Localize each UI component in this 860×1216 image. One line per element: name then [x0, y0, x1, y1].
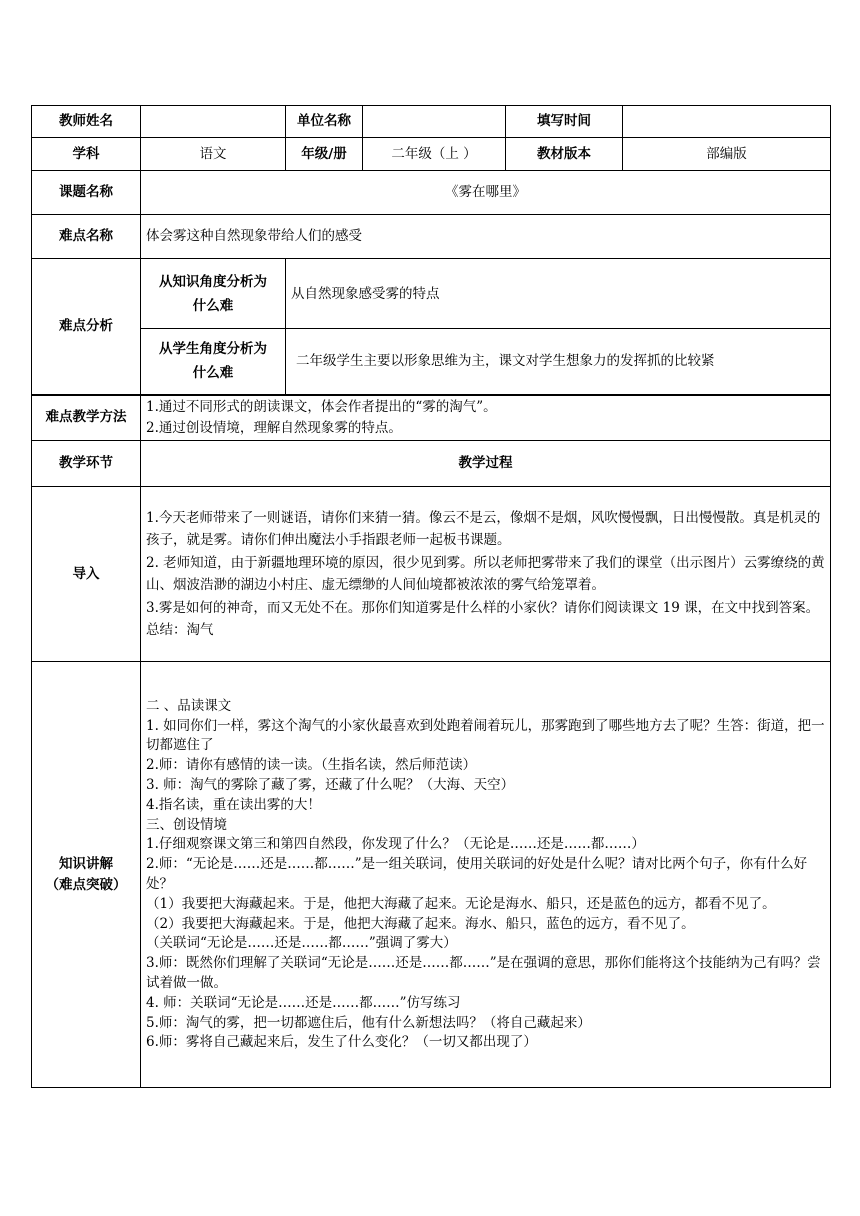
- fill-time-value: [623, 106, 831, 138]
- process-header: 教学过程: [141, 441, 831, 487]
- row-analysis-student: [32, 329, 831, 395]
- fill-time-label: 填写时间: [506, 106, 623, 138]
- unit-name-value: [363, 106, 506, 138]
- subject-label: 学科: [32, 138, 141, 171]
- knowledge-line: （2）我要把大海藏起来。于是，他把大海藏了起来。海水、船只，蓝色的远方，看不见了。: [146, 915, 695, 932]
- difficulty-value: 体会雾这种自然现象带给人们的感受: [141, 215, 831, 259]
- knowledge-line: 5.师：淘气的雾，把一切都遮住后，他有什么新想法吗？（将自己藏起来）: [146, 1014, 591, 1031]
- teacher-name-value: [141, 106, 286, 138]
- row-process-header: [32, 441, 831, 487]
- grade-label: 年级/册: [286, 138, 363, 171]
- knowledge-line: （关联词“无论是……还是……都……”强调了雾大）: [146, 935, 457, 952]
- subject-value: 语文: [141, 138, 286, 171]
- row-knowledge: [32, 662, 831, 1088]
- knowledge-label: [32, 662, 141, 1088]
- knowledge-line: 三、创设情境: [146, 816, 227, 833]
- knowledge-line: 3.师：既然你们理解了关联词“无论是……还是……都……”是在强调的意思，那你们能将这个技能纳为己有吗？尝试着做一做。: [146, 955, 821, 991]
- knowledge-line: 6.师：雾将自己藏起来后，发生了什么变化？（一切又都出现了）: [146, 1034, 537, 1051]
- knowledge-line: 2.师：请你有感情的读一读。（生指名读，然后师范读）: [146, 757, 477, 774]
- analysis-label: 难点分析: [32, 259, 141, 395]
- method-line: 2.通过创设情境，理解自然现象雾的特点。: [146, 419, 402, 436]
- row-intro: [32, 487, 831, 662]
- student-angle-label-text: 从学生角度分析为什么难: [159, 341, 267, 382]
- difficulty-label: 难点名称: [32, 215, 141, 259]
- knowledge-line: 2.师：“无论是……还是……都……”是一组关联词，使用关联词的好处是什么呢？请对比两个句子，你有什么好处？: [146, 856, 808, 892]
- knowledge-line: （1）我要把大海藏起来。于是，他把大海藏了起来。无论是海水、船只，还是蓝色的远方，都看不见了。: [146, 895, 776, 912]
- intro-line: 1.今天老师带来了一则谜语，请你们来猜一猜。像云不是云，像烟不是烟，风吹慢慢飘，日出慢慢散。真是机灵的孩子，就是雾。请你们伸出魔法小手指跟老师一起板书课题。: [146, 509, 821, 548]
- grade-value: 二年级（上 ）: [363, 138, 506, 171]
- row-topic: [32, 171, 831, 215]
- knowledge-line: 二 、品读课文: [146, 697, 232, 714]
- knowledge-line: 4.指名读，重在读出雾的大！: [146, 796, 321, 813]
- intro-line: 3.雾是如何的神奇，而又无处不在。那你们知道雾是什么样的小家伙？请你们阅读课文 19 课，在文中找到答案。: [146, 599, 820, 616]
- unit-name-label: 单位名称: [286, 106, 363, 138]
- knowledge-line: 1. 如同你们一样，雾这个淘气的小家伙最喜欢到处跑着闹着玩儿，那雾跑到了哪些地方去了呢？生答：街道，把一切都遮住了: [146, 717, 825, 754]
- method-label: 难点教学方法: [32, 395, 141, 441]
- method-content: [141, 395, 831, 441]
- student-angle-label: [141, 329, 286, 395]
- intro-line: 总结：淘气: [146, 622, 214, 638]
- teacher-name-label: 教师姓名: [32, 106, 141, 138]
- stage-header: 教学环节: [32, 441, 141, 487]
- row-analysis-knowledge: [32, 259, 831, 329]
- student-angle-value: 二年级学生主要以形象思维为主，课文对学生想象力的发挥抓的比较紧: [286, 329, 831, 395]
- edition-value: 部编版: [623, 138, 831, 171]
- intro-label: 导入: [32, 487, 141, 662]
- intro-content: [141, 487, 831, 662]
- knowledge-label-line2: （难点突破）: [45, 876, 127, 893]
- topic-value: 《雾在哪里》: [141, 171, 831, 215]
- knowledge-line: 3. 师：淘气的雾除了藏了雾，还藏了什么呢？（大海、天空）: [146, 777, 515, 794]
- knowledge-angle-value: 从自然现象感受雾的特点: [286, 259, 831, 329]
- method-line: 1.通过不同形式的朗读课文，体会作者提出的“雾的淘气”。: [146, 398, 497, 415]
- knowledge-content: [141, 662, 831, 1088]
- edition-label: 教材版本: [506, 138, 623, 171]
- intro-line: 2. 老师知道，由于新疆地理环境的原因，很少见到雾。所以老师把雾带来了我们的课堂（出示图片）云雾缭绕的黄山、烟波浩渺的湖边小村庄、虚无缥缈的人间仙境都被浓浓的雾气给笼罩着。: [146, 554, 825, 593]
- row-subject-info: [32, 138, 831, 171]
- knowledge-angle-label: [141, 259, 286, 329]
- row-difficulty: [32, 215, 831, 259]
- row-method: [32, 395, 831, 441]
- knowledge-line: 4. 师：关联词“无论是……还是……都……”仿写练习: [146, 994, 461, 1011]
- knowledge-label-line1: 知识讲解: [59, 855, 113, 872]
- topic-label: 课题名称: [32, 171, 141, 215]
- knowledge-line: 1.仔细观察课文第三和第四自然段，你发现了什么？（无论是……还是……都……）: [146, 836, 645, 853]
- row-teacher-info: [32, 106, 831, 138]
- lesson-plan-table: [31, 105, 831, 1088]
- knowledge-angle-label-text: 从知识角度分析为什么难: [159, 273, 267, 314]
